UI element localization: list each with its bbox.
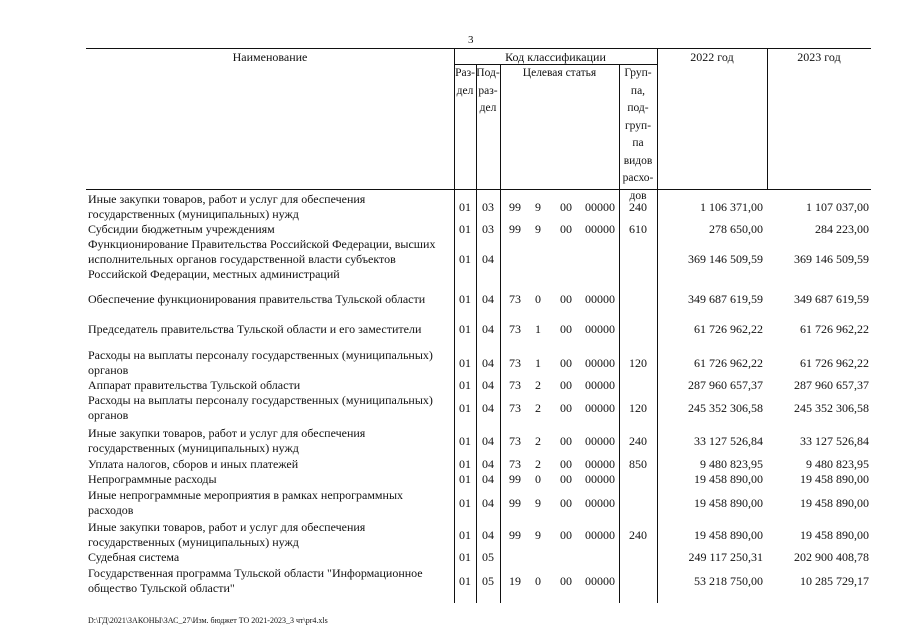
code-t2: 9: [535, 495, 541, 510]
amount-2022: 349 687 619,59: [688, 292, 763, 306]
amount-2022: 249 117 250,31: [688, 550, 763, 564]
code-rz: 01: [459, 472, 471, 486]
amount-2022: 19 458 890,00: [694, 472, 763, 486]
amount-2023: 19 458 890,00: [800, 472, 869, 486]
row-name-line: Государственная программа Тульской области "Информационное: [88, 566, 423, 580]
code-t1: 73: [509, 322, 521, 336]
row-name: [88, 378, 453, 393]
code-t3: 00: [560, 292, 572, 306]
row-name: [88, 322, 453, 337]
code-t3: 00: [560, 322, 572, 336]
amount-2022: 61 726 962,22: [694, 355, 763, 370]
code-pr: 04: [482, 378, 494, 392]
code-t2: 1: [535, 322, 541, 336]
amount-2022: 19 458 890,00: [694, 495, 763, 510]
header-2022: 2022 год: [690, 50, 734, 64]
row-name-line: Иные закупки товаров, работ и услуг для обеспечения: [88, 520, 366, 534]
amount-2023: 33 127 526,84: [800, 433, 869, 448]
code-t4: 00000: [585, 495, 615, 510]
code-pr: 04: [482, 252, 494, 266]
row-name-line: Иные закупки товаров, работ и услуг для обеспечения: [88, 426, 366, 440]
amount-2023: 19 458 890,00: [800, 527, 869, 542]
code-t1: 73: [509, 292, 521, 306]
code-rz: 01: [459, 252, 471, 266]
code-rz: 01: [459, 495, 471, 510]
code-t3: 00: [560, 527, 572, 542]
header-2023: 2023 год: [797, 50, 841, 64]
row-name-line: расходов: [88, 503, 134, 517]
code-rz: 01: [459, 355, 471, 370]
amount-2023: 245 352 306,58: [794, 400, 869, 415]
code-rz: 01: [459, 378, 471, 392]
code-t1: 73: [509, 400, 521, 415]
amount-2023: 9 480 823,95: [806, 457, 869, 471]
code-t3: 00: [560, 222, 572, 236]
code-pr: 04: [482, 433, 494, 448]
amount-2023: 61 726 962,22: [800, 355, 869, 370]
row-name-line: органов: [88, 408, 129, 422]
header-group-line: Груп-: [624, 67, 652, 79]
code-t2: 9: [535, 199, 541, 214]
header-group-line: под-: [627, 102, 649, 114]
header-podrazdel-line: Под-: [476, 67, 500, 79]
row-name-line: Уплата налогов, сборов и иных платежей: [88, 457, 299, 471]
row-name-line: Функционирование Правительства Российской Федерации, высших: [88, 237, 436, 251]
row-name-line: Расходы на выплаты персоналу государственных (муниципальных): [88, 393, 433, 407]
code-t1: 99: [509, 527, 521, 542]
row-name: [88, 237, 453, 282]
code-vr: 120: [629, 355, 647, 370]
amount-2022: 53 218 750,00: [694, 573, 763, 588]
code-rz: 01: [459, 550, 471, 564]
code-t3: 00: [560, 355, 572, 370]
code-pr: 04: [482, 527, 494, 542]
code-rz: 01: [459, 527, 471, 542]
code-rz: 01: [459, 322, 471, 336]
code-t2: 0: [535, 292, 541, 306]
code-t1: 73: [509, 378, 521, 392]
row-name: [88, 488, 453, 518]
row-name: [88, 222, 453, 237]
code-t4: 00000: [585, 472, 615, 486]
row-name-line: государственных (муниципальных) нужд: [88, 207, 299, 221]
row-name-line: Иные непрограммные мероприятия в рамках непрограммных: [88, 488, 404, 502]
code-t4: 00000: [585, 322, 615, 336]
amount-2023: 287 960 657,37: [794, 378, 869, 392]
code-t2: 0: [535, 472, 541, 486]
row-name-line: Российской Федерации, местных администраций: [88, 267, 340, 281]
row-name-line: государственных (муниципальных) нужд: [88, 441, 299, 455]
code-t3: 00: [560, 400, 572, 415]
row-name: [88, 292, 453, 307]
row-name: [88, 472, 453, 487]
header-group-line: груп-: [624, 119, 652, 132]
header-group-line: па: [632, 137, 644, 149]
code-vr: 240: [629, 433, 647, 448]
code-t1: 73: [509, 457, 521, 471]
row-name: [88, 566, 453, 596]
code-t4: 00000: [585, 292, 615, 306]
code-t2: 0: [535, 573, 541, 588]
header-code: Код классификации: [505, 50, 606, 64]
code-t1: 99: [509, 199, 521, 214]
code-vr: 120: [629, 400, 647, 415]
row-name: [88, 348, 453, 378]
code-vr: 240: [629, 199, 647, 214]
code-vr: 850: [629, 457, 647, 471]
code-t2: 2: [535, 378, 541, 392]
row-name: [88, 550, 453, 565]
header-target: Целевая статья: [522, 67, 597, 79]
code-t1: 99: [509, 495, 521, 510]
code-t4: 00000: [585, 573, 615, 588]
header-group-line: видов: [623, 154, 653, 167]
code-t4: 00000: [585, 527, 615, 542]
code-t1: 99: [509, 472, 521, 486]
amount-2022: 278 650,00: [709, 222, 763, 236]
amount-2022: 61 726 962,22: [694, 322, 763, 336]
code-pr: 03: [482, 222, 494, 236]
code-pr: 04: [482, 457, 494, 471]
code-pr: 05: [482, 573, 494, 588]
code-pr: 04: [482, 400, 494, 415]
amount-2023: 1 107 037,00: [806, 199, 869, 214]
code-rz: 01: [459, 292, 471, 306]
row-name-line: Обеспечение функционирования правительства Тульской области: [88, 292, 426, 306]
code-t3: 00: [560, 573, 572, 588]
row-name-line: Судебная система: [88, 550, 180, 564]
code-t2: 9: [535, 527, 541, 542]
code-rz: 01: [459, 199, 471, 214]
header-razdel-line: дел: [456, 84, 474, 97]
code-t1: 73: [509, 355, 521, 370]
row-name-line: Расходы на выплаты персоналу государственных (муниципальных): [88, 348, 433, 362]
header-group-line: дов: [629, 189, 647, 202]
code-t3: 00: [560, 199, 572, 214]
amount-2023: 61 726 962,22: [800, 322, 869, 336]
code-t4: 00000: [585, 400, 615, 415]
code-t3: 00: [560, 495, 572, 510]
header-podrazdel-line: дел: [479, 102, 497, 114]
code-vr: 610: [629, 222, 647, 236]
code-t2: 1: [535, 355, 541, 370]
code-t1: 99: [509, 222, 521, 236]
amount-2022: 9 480 823,95: [700, 457, 763, 471]
code-t4: 00000: [585, 222, 615, 236]
code-t2: 2: [535, 457, 541, 471]
header-group-line: расхо-: [622, 172, 654, 184]
header-name: Наименование: [232, 50, 308, 64]
amount-2023: 19 458 890,00: [800, 495, 869, 510]
code-t3: 00: [560, 472, 572, 486]
code-t2: 2: [535, 400, 541, 415]
amount-2022: 1 106 371,00: [700, 199, 763, 214]
row-name-line: общество Тульской области": [88, 581, 235, 595]
amount-2023: 284 223,00: [815, 222, 869, 236]
code-pr: 03: [482, 199, 494, 214]
code-t4: 00000: [585, 355, 615, 370]
row-name-line: Непрограммные расходы: [88, 472, 217, 486]
amount-2022: 369 146 509,59: [688, 252, 763, 266]
row-name: [88, 426, 453, 456]
header-razdel-line: Раз-: [455, 67, 475, 79]
amount-2022: 19 458 890,00: [694, 527, 763, 542]
code-t2: 2: [535, 433, 541, 448]
code-rz: 01: [459, 400, 471, 415]
code-pr: 04: [482, 355, 494, 370]
code-pr: 05: [482, 550, 494, 564]
code-t3: 00: [560, 378, 572, 392]
row-name: [88, 192, 453, 222]
code-vr: 240: [629, 527, 647, 542]
amount-2023: 349 687 619,59: [794, 292, 869, 306]
code-rz: 01: [459, 222, 471, 236]
row-name-line: органов: [88, 363, 129, 377]
code-pr: 04: [482, 472, 494, 486]
code-pr: 04: [482, 322, 494, 336]
code-rz: 01: [459, 573, 471, 588]
code-t3: 00: [560, 433, 572, 448]
code-t4: 00000: [585, 378, 615, 392]
code-t2: 9: [535, 222, 541, 236]
col-divider: [500, 190, 501, 603]
code-pr: 04: [482, 292, 494, 306]
col-divider: [657, 190, 658, 603]
header-group-line: па,: [630, 84, 646, 97]
code-t1: 19: [509, 573, 521, 588]
file-path-footer: D:\ГД\2021\ЗАКОНЫ\ЗАС_27\Изм. бюджет ТО 2021-2023_3 чт\pr4.xls: [88, 616, 328, 625]
row-name-line: исполнительных органов государственной власти субъектов: [88, 252, 396, 266]
row-name-line: Иные закупки товаров, работ и услуг для обеспечения: [88, 192, 366, 206]
row-name-line: Субсидии бюджетным учреждениям: [88, 222, 275, 236]
row-name-line: Аппарат правительства Тульской области: [88, 378, 301, 392]
row-name: [88, 520, 453, 550]
header-podrazdel-line: раз-: [478, 84, 498, 97]
row-name-line: государственных (муниципальных) нужд: [88, 535, 299, 549]
amount-2022: 245 352 306,58: [688, 400, 763, 415]
row-name: [88, 393, 453, 423]
amount-2022: 33 127 526,84: [694, 433, 763, 448]
amount-2022: 287 960 657,37: [688, 378, 763, 392]
code-pr: 04: [482, 495, 494, 510]
page-number: 3: [468, 34, 474, 46]
amount-2023: 10 285 729,17: [800, 573, 869, 588]
code-rz: 01: [459, 433, 471, 448]
code-t4: 00000: [585, 199, 615, 214]
code-rz: 01: [459, 457, 471, 471]
code-t3: 00: [560, 457, 572, 471]
amount-2023: 202 900 408,78: [794, 550, 869, 564]
row-name-line: Председатель правительства Тульской области и его заместители: [88, 322, 422, 336]
code-t4: 00000: [585, 433, 615, 448]
code-t1: 73: [509, 433, 521, 448]
row-name: [88, 457, 453, 472]
amount-2023: 369 146 509,59: [794, 252, 869, 266]
code-t4: 00000: [585, 457, 615, 471]
